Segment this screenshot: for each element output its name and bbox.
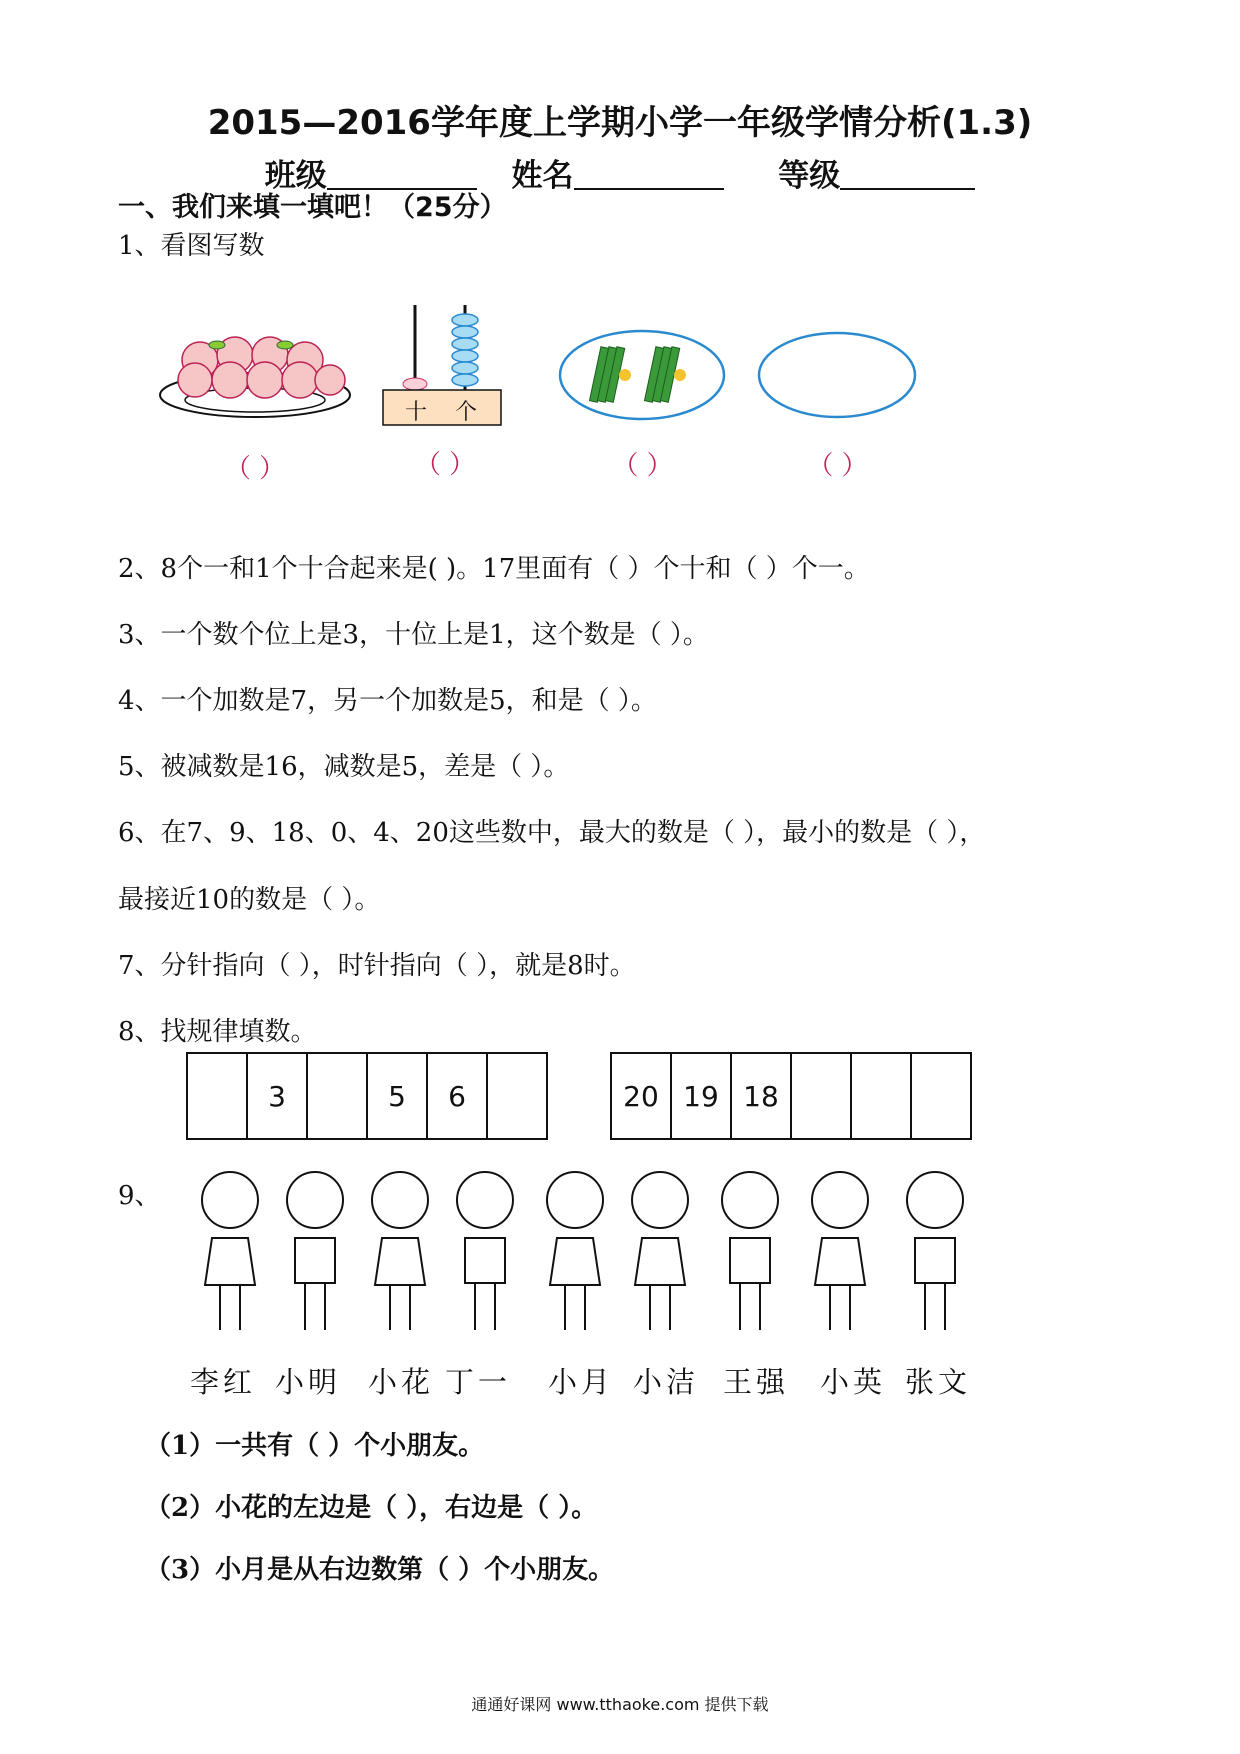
seq1-cell: 6 xyxy=(427,1053,487,1139)
q1-blank-4[interactable]: （ ） xyxy=(807,451,868,481)
sequence-box-1 xyxy=(186,1052,548,1140)
seq2-cell[interactable] xyxy=(791,1053,851,1139)
q6-text-line2: 最接近10的数是（ ）。 xyxy=(118,885,381,915)
children-illustration xyxy=(185,1160,985,1350)
child-name: 王强 xyxy=(723,1365,790,1399)
child-name: 丁一 xyxy=(445,1365,512,1399)
seq1-cell[interactable] xyxy=(307,1053,367,1139)
q5-text: 5、被减数是16，减数是5，差是（ ）。 xyxy=(118,752,570,782)
q7-text: 7、分针指向（ ），时针指向（ ），就是8时。 xyxy=(118,951,636,981)
seq2-cell: 18 xyxy=(731,1053,791,1139)
child-name: 小月 xyxy=(548,1365,615,1399)
q1-blank-2[interactable]: （ ） xyxy=(414,450,476,480)
peaches-picture xyxy=(155,300,355,490)
page-title: 2015—2016学年度上学期小学一年级学情分析(1.3) xyxy=(207,103,1033,143)
grade-field[interactable] xyxy=(840,158,975,190)
section-title: 一、我们来填一填吧！（25分） xyxy=(118,192,507,223)
q4-text: 4、一个加数是7，另一个加数是5，和是（ ）。 xyxy=(118,686,657,716)
q6-text-line1: 6、在7、9、18、0、4、20这些数中，最大的数是（ ），最小的数是（ ）， xyxy=(118,818,986,848)
abacus-tens-label: 十 xyxy=(405,400,428,425)
child-name: 小明 xyxy=(275,1365,342,1399)
q1-label: 1、看图写数 xyxy=(118,231,265,261)
q1-blank-1[interactable]: （ ） xyxy=(224,454,286,484)
child-name: 张文 xyxy=(905,1365,972,1399)
q9-sub3: （3）小月是从右边数第（ ）个小朋友。 xyxy=(145,1555,615,1585)
grade-label: 等级 xyxy=(778,158,841,194)
sticks-bundle-picture xyxy=(555,325,730,490)
q8-label: 8、找规律填数。 xyxy=(118,1017,317,1047)
child-name: 小花 xyxy=(368,1365,435,1399)
abacus-picture xyxy=(375,300,515,490)
seq1-cell[interactable] xyxy=(487,1053,547,1139)
seq1-cell: 3 xyxy=(247,1053,307,1139)
q3-text: 3、一个数个位上是3，十位上是1，这个数是（ ）。 xyxy=(118,620,709,650)
seq1-cell[interactable] xyxy=(187,1053,247,1139)
footer-credit: 通通好课网 www.tthaoke.com 提供下载 xyxy=(471,1695,769,1714)
seq2-cell[interactable] xyxy=(851,1053,911,1139)
q2-text: 2、8个一和1个十合起来是( )。17里面有（ ）个十和（ ）个一。 xyxy=(118,554,870,584)
q9-label: 9、 xyxy=(118,1181,161,1211)
seq2-cell: 19 xyxy=(671,1053,731,1139)
sequence-box-2 xyxy=(610,1052,972,1140)
seq1-cell: 5 xyxy=(367,1053,427,1139)
name-field[interactable] xyxy=(574,158,724,190)
seq2-cell[interactable] xyxy=(911,1053,971,1139)
seq2-cell: 20 xyxy=(611,1053,671,1139)
name-label: 姓名 xyxy=(511,158,574,194)
class-label: 班级 xyxy=(264,158,327,194)
q9-sub2: （2）小花的左边是（ ），右边是（ ）。 xyxy=(145,1493,598,1523)
empty-oval-picture xyxy=(755,325,920,490)
q1-blank-3[interactable]: （ ） xyxy=(612,451,673,481)
abacus-ones-label: 个 xyxy=(455,400,478,425)
child-name: 小洁 xyxy=(633,1365,700,1399)
child-name: 小英 xyxy=(820,1365,887,1399)
child-name: 李红 xyxy=(190,1365,257,1399)
q9-sub1: （1）一共有（ ）个小朋友。 xyxy=(145,1431,485,1461)
